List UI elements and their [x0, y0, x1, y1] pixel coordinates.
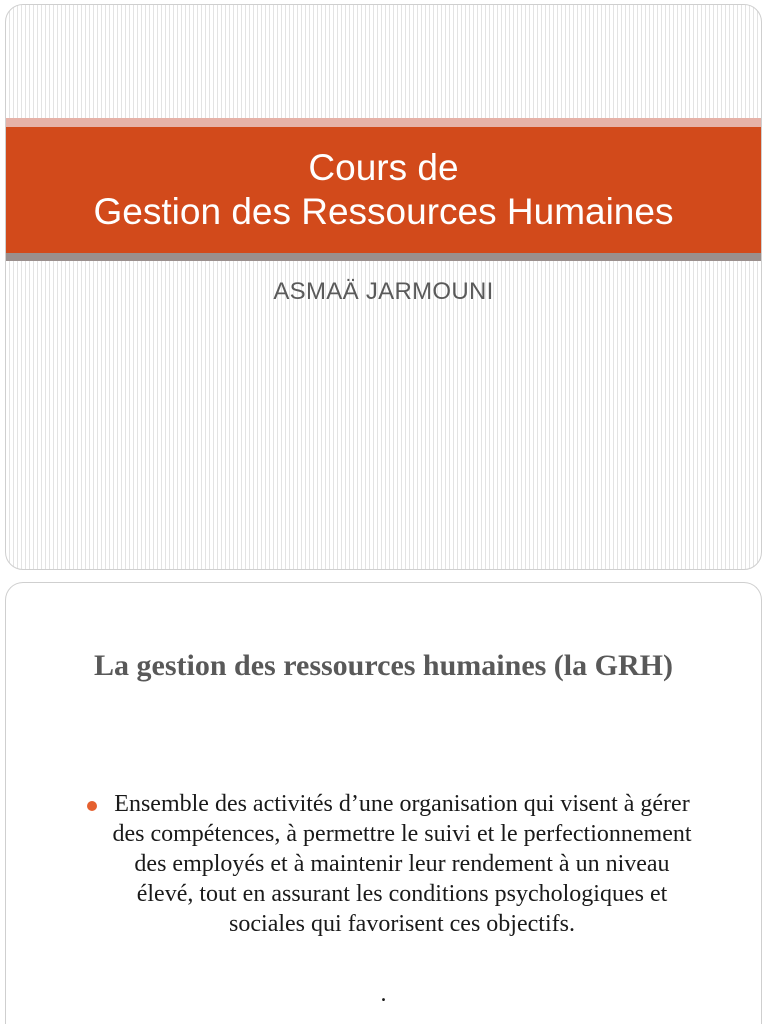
title-accent-bottom — [6, 253, 761, 261]
bullet-item — [80, 789, 700, 939]
title-line-1: Cours de — [308, 147, 459, 188]
content-slide — [5, 582, 762, 1024]
bullet-text: Ensemble des activités d’une organisation qui visent à gérer des compétences, à permettre le suivi et le perfectionnement des employés et à maintenir leur rendement à un niveau élevé, tout en assurant les conditions psychologiques et sociales qui favorisent ces objectifs. — [112, 791, 692, 937]
title-slide — [5, 4, 762, 570]
trailing-period: . — [380, 981, 387, 1007]
title-band — [6, 127, 761, 253]
bullet-dot-icon — [87, 801, 97, 811]
author-name: ASMAÄ JARMOUNI — [273, 278, 494, 305]
slide-heading: La gestion des ressources humaines (la GRH) — [94, 649, 673, 682]
title-line-2: Gestion des Ressources Humaines — [93, 191, 674, 232]
title-accent-top — [6, 118, 761, 127]
